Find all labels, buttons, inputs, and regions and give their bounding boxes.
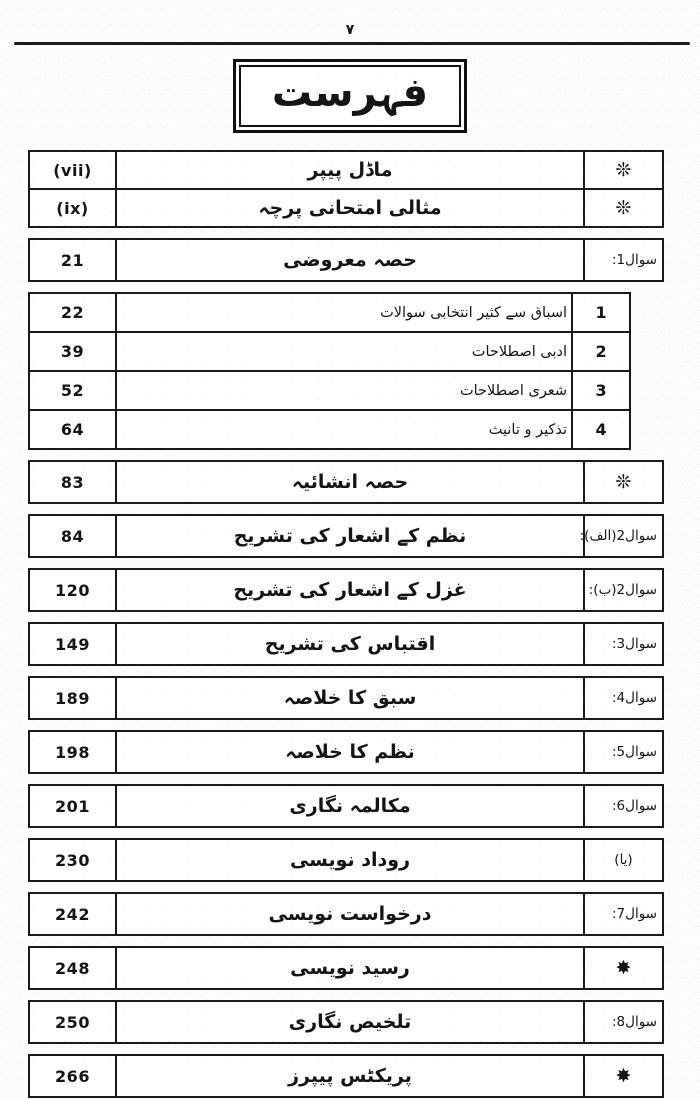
toc-row bbox=[30, 1056, 662, 1096]
table-of-contents bbox=[28, 150, 664, 1098]
entry-title: سبق کا خلاصہ bbox=[283, 687, 417, 709]
toc-row bbox=[30, 894, 662, 934]
entry-title: نظم کا خلاصہ bbox=[285, 741, 415, 763]
contents-title-box bbox=[233, 59, 467, 133]
item-number-cell: 4 bbox=[571, 411, 629, 448]
toc-row bbox=[30, 462, 662, 502]
question-label-cell: سوال8: bbox=[583, 1002, 662, 1042]
page-number-cell: 189 bbox=[30, 678, 117, 718]
toc-section bbox=[28, 292, 631, 450]
page-number-cell: 120 bbox=[30, 570, 117, 610]
question-label-cell: سوال3: bbox=[583, 624, 662, 664]
entry-title: پریکٹس پیپرز bbox=[288, 1065, 412, 1087]
question-label-cell: سوال7: bbox=[583, 894, 662, 934]
toc-row bbox=[30, 732, 662, 772]
toc-row bbox=[30, 516, 662, 556]
toc-row bbox=[30, 188, 662, 226]
entry-title: رسید نویسی bbox=[290, 957, 410, 979]
page-number-cell: 266 bbox=[30, 1056, 117, 1096]
solid-star-icon: ✸ bbox=[583, 1056, 662, 1096]
entry-title: حصہ معروضی bbox=[283, 249, 417, 271]
outline-star-icon: ❊ bbox=[583, 462, 662, 502]
question-label-cell: سوال6: bbox=[583, 786, 662, 826]
question-label-cell: سوال5: bbox=[583, 732, 662, 772]
question-label-cell: سوال1: bbox=[583, 240, 662, 280]
page-number-cell: 248 bbox=[30, 948, 117, 988]
toc-section bbox=[28, 514, 664, 558]
toc-row bbox=[30, 786, 662, 826]
page-number-cell: 242 bbox=[30, 894, 117, 934]
page-number-cell: 250 bbox=[30, 1002, 117, 1042]
toc-section bbox=[28, 238, 664, 282]
page-number-cell: 198 bbox=[30, 732, 117, 772]
entry-title: ماڈل پیپر bbox=[307, 159, 393, 181]
toc-row bbox=[30, 948, 662, 988]
entry-title: تذکیر و تانیث bbox=[488, 421, 567, 438]
toc-row bbox=[30, 1002, 662, 1042]
toc-section bbox=[28, 460, 664, 504]
toc-section bbox=[28, 568, 664, 612]
page-number-cell: 83 bbox=[30, 462, 117, 502]
page-number-cell: 39 bbox=[30, 333, 117, 370]
page-number-cell: 52 bbox=[30, 372, 117, 409]
toc-row bbox=[30, 840, 662, 880]
toc-section bbox=[28, 784, 664, 828]
toc-row bbox=[30, 370, 629, 409]
toc-section bbox=[28, 946, 664, 990]
entry-title: اسباق سے کثیر انتخابی سوالات bbox=[380, 304, 567, 321]
question-label-cell: سوال2(الف): bbox=[583, 516, 662, 556]
page-number-cell: 201 bbox=[30, 786, 117, 826]
entry-title: مکالمہ نگاری bbox=[289, 795, 411, 817]
toc-row bbox=[30, 570, 662, 610]
page-number-cell: 84 bbox=[30, 516, 117, 556]
outline-star-icon: ❊ bbox=[583, 190, 662, 226]
toc-section bbox=[28, 730, 664, 774]
item-number-cell: 1 bbox=[571, 294, 629, 331]
toc-section bbox=[28, 838, 664, 882]
item-number-cell: 2 bbox=[571, 333, 629, 370]
toc-section bbox=[28, 1054, 664, 1098]
page-number-cell: (vii) bbox=[30, 152, 117, 188]
page-number-cell: (ix) bbox=[30, 190, 117, 226]
toc-section bbox=[28, 622, 664, 666]
toc-section bbox=[28, 1000, 664, 1044]
top-page-number: ٧ bbox=[345, 22, 355, 38]
entry-title: درخواست نویسی bbox=[268, 903, 432, 925]
page-number-cell: 64 bbox=[30, 411, 117, 448]
toc-section bbox=[28, 150, 664, 228]
toc-section bbox=[28, 892, 664, 936]
top-rule-divider bbox=[14, 42, 690, 45]
question-label-cell: سوال2(ب): bbox=[583, 570, 662, 610]
toc-section bbox=[28, 676, 664, 720]
toc-row bbox=[30, 294, 629, 331]
page-number-cell: 22 bbox=[30, 294, 117, 331]
entry-title: تلخیص نگاری bbox=[288, 1011, 412, 1033]
entry-title: حصہ انشائیہ bbox=[291, 471, 409, 493]
toc-row bbox=[30, 240, 662, 280]
entry-title: نظم کے اشعار کی تشریح bbox=[233, 525, 467, 547]
outline-star-icon: ❊ bbox=[583, 152, 662, 188]
entry-title: غزل کے اشعار کی تشریح bbox=[233, 579, 467, 601]
question-label-cell: (یا) bbox=[583, 840, 662, 880]
page-number-cell: 149 bbox=[30, 624, 117, 664]
item-number-cell: 3 bbox=[571, 372, 629, 409]
toc-row bbox=[30, 331, 629, 370]
entry-title: مثالی امتحانی پرچہ bbox=[258, 197, 442, 219]
toc-row bbox=[30, 409, 629, 448]
entry-title: روداد نویسی bbox=[289, 849, 411, 871]
page-number-cell: 21 bbox=[30, 240, 117, 280]
entry-title: اقتباس کی تشریح bbox=[264, 633, 436, 655]
toc-row bbox=[30, 152, 662, 188]
question-label-cell: سوال4: bbox=[583, 678, 662, 718]
entry-title: شعری اصطلاحات bbox=[459, 382, 567, 399]
page-number-cell: 230 bbox=[30, 840, 117, 880]
toc-row bbox=[30, 624, 662, 664]
solid-star-icon: ✸ bbox=[583, 948, 662, 988]
toc-row bbox=[30, 678, 662, 718]
entry-title: ادبی اصطلاحات bbox=[471, 343, 567, 360]
page-title: فہرست bbox=[239, 65, 461, 127]
